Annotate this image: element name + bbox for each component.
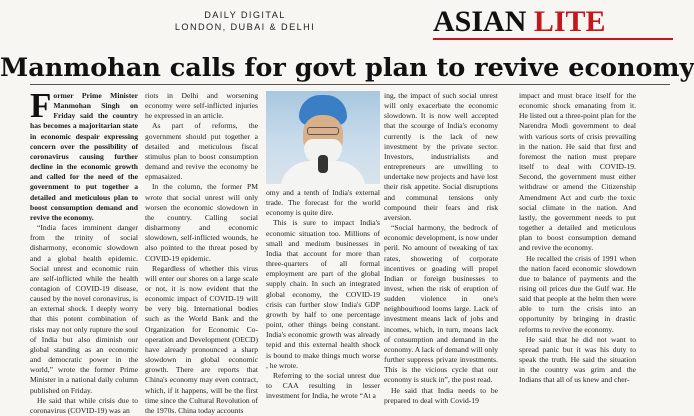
logo-separator (526, 5, 534, 38)
photo-glasses (307, 127, 339, 135)
paragraph: He said that India needs to be prepared to deal with Covid-19 (384, 385, 498, 405)
tagline-line-2: LONDON, DUBAI & DELHI (174, 22, 316, 32)
article-headline: Manmohan calls for govt plan to revive economy (0, 53, 694, 83)
paragraph: Regardless of whether this virus will enter our shores on a large scale or not, it is now evident that the economic impact of COVID-19 will be very big. International bodies such as the World Bank and the Organization for Economic Co-operation and Development (OECD) have already pronounced a sharp slowdown in global economic growth. There are reports that China's economy may even contract, which, if it happens, will be the first time since the Cultural Revolution of the 1970s. China today accounts (145, 263, 258, 415)
manmohan-singh-photo (266, 91, 380, 184)
article-column-4 (384, 91, 498, 405)
lead-text: ormer Prime Minister Manmohan Singh on Friday said the country has becomes a majoritarian state in economic despair expressing concern over the possibility of coronavirus causing further decline in the economic growth and called for the need of the government to put together a detailed and meticulous plan to boost consumption demand and revive the economy. (30, 91, 138, 222)
paragraph: “India faces imminent danger from the trinity of social disharmony, economic slowdown and a global health epidemic. Social unrest and economic ruin are self-inflicted while the health contagion of COVID-19 disease, caused by the novel coronavirus, is an external shock. I deeply worry that this potent combination of risks may not only rupture the soul of India but also diminish our global standing as an economic and democratic power in the world,” wrote the former Prime Minister in a national daily column published on Friday. (30, 223, 138, 395)
paragraph: “Social harmony, the bedrock of economic development, is now under peril. No amount of tweaking of tax rates, showering of corporate incentives or goading will propel Indian or foreign businesses to invest, when the risk of eruption of sudden violence in one's neighbourhood looms large. Lack of investment means lack of jobs and incomes, which, in turn, means lack of consumption and demand in the economy. A lack of demand will only further suppress private investments. This is the vicious cycle that our economy is stuck in”, the post read. (384, 223, 498, 385)
logo-lite: LITE (533, 5, 606, 38)
paragraph: This is sure to impact India's economic situation too. Millions of small and medium businesses in India that account for more than three-quarters of all formal employment are part of the global supply chain. In such an integrated global economy, the COVID-19 crisis can further slow India's GDP growth by half to one percentage point, other things being constant. India's economic growth was already tepid and this external health shock is bound to make things much worse , he wrote. (266, 218, 380, 370)
article-column-2 (145, 91, 258, 415)
paragraph: He said that he did not want to spread panic but it was his duty to speak the truth. He said the situation in the country was grim and the Indians that all of us knew and cher- (519, 334, 636, 385)
paragraph: He recalled the crisis of 1991 when the nation faced economic slowdown due to balance of payments and the rising oil prices due the Gulf war. He said that people at the helm then were able to turn the crisis into an opportunity by bringing in drastic reforms to revive the economy. (519, 253, 636, 334)
paragraph: He said that while crisis due to coronavirus (COVID-19) was an (30, 395, 138, 415)
article-column-3 (266, 188, 380, 401)
masthead (0, 0, 681, 46)
paragraph: omy and a tenth of India's external trade. The forecast for the world economy is quite dire. (266, 188, 380, 218)
masthead-tagline (150, 9, 340, 33)
tagline-line-1: DAILY DIGITAL (204, 10, 286, 20)
asian-lite-logo (433, 5, 673, 38)
drop-cap: F (30, 86, 52, 125)
paragraph: As part of reforms, the government should put together a detailed and meticulous fiscal stimulus plan to boost consumption demand and revive the economy he epmasaized. (145, 121, 258, 182)
logo-asian: ASIAN (433, 5, 527, 38)
headline-rule (30, 84, 670, 85)
article-column-5 (519, 91, 636, 401)
paragraph: impact and must brace itself for the economic shock emanating from it. He listed out a three-point plan for the Narendra Modi government to deal with various sorts of crisis prevailing in the nation. He said that first and foremost the nation must prepare itself to deal with COVID-19. Second, the government must either withdraw or amend the Citizenship Amendment Act and curb the toxic social climate in the nation. And lastly, the government needs to put together a detailed and meticulous plan to boost consumption demand and revive the economy. (519, 91, 636, 253)
logo-underline (433, 38, 673, 40)
paragraph: riots in Delhi and worsening economy were self-inflicted injuries he expressed in an article. (145, 91, 258, 121)
article-lead (30, 86, 138, 223)
paragraph: Referring to the social unrest due to CAA resulting in lesser investment for India, he wrote “At a (266, 370, 380, 401)
article-column-1 (30, 86, 138, 415)
photo-microphone (318, 155, 328, 173)
paragraph: In the column, the former PM wrote that social unrest will only worsen the economic slowdown in the country. Calling social disharmony and economic slowdown, self-inflicted wounds, he also pointed to the threat posed by COVID-19 epidemic. (145, 182, 258, 263)
paragraph: ing, the impact of such social unrest will only exacerbate the economic slowdown. It is now well accepted that the scourge of India's economy currently is the lack of new investment by the private sector. Investors, industrialists and entrepreneurs are unwilling to undertake new projects and have lost their risk appetite. Social disruptions and communal tensions only compound their fears and risk aversion. (384, 91, 498, 222)
